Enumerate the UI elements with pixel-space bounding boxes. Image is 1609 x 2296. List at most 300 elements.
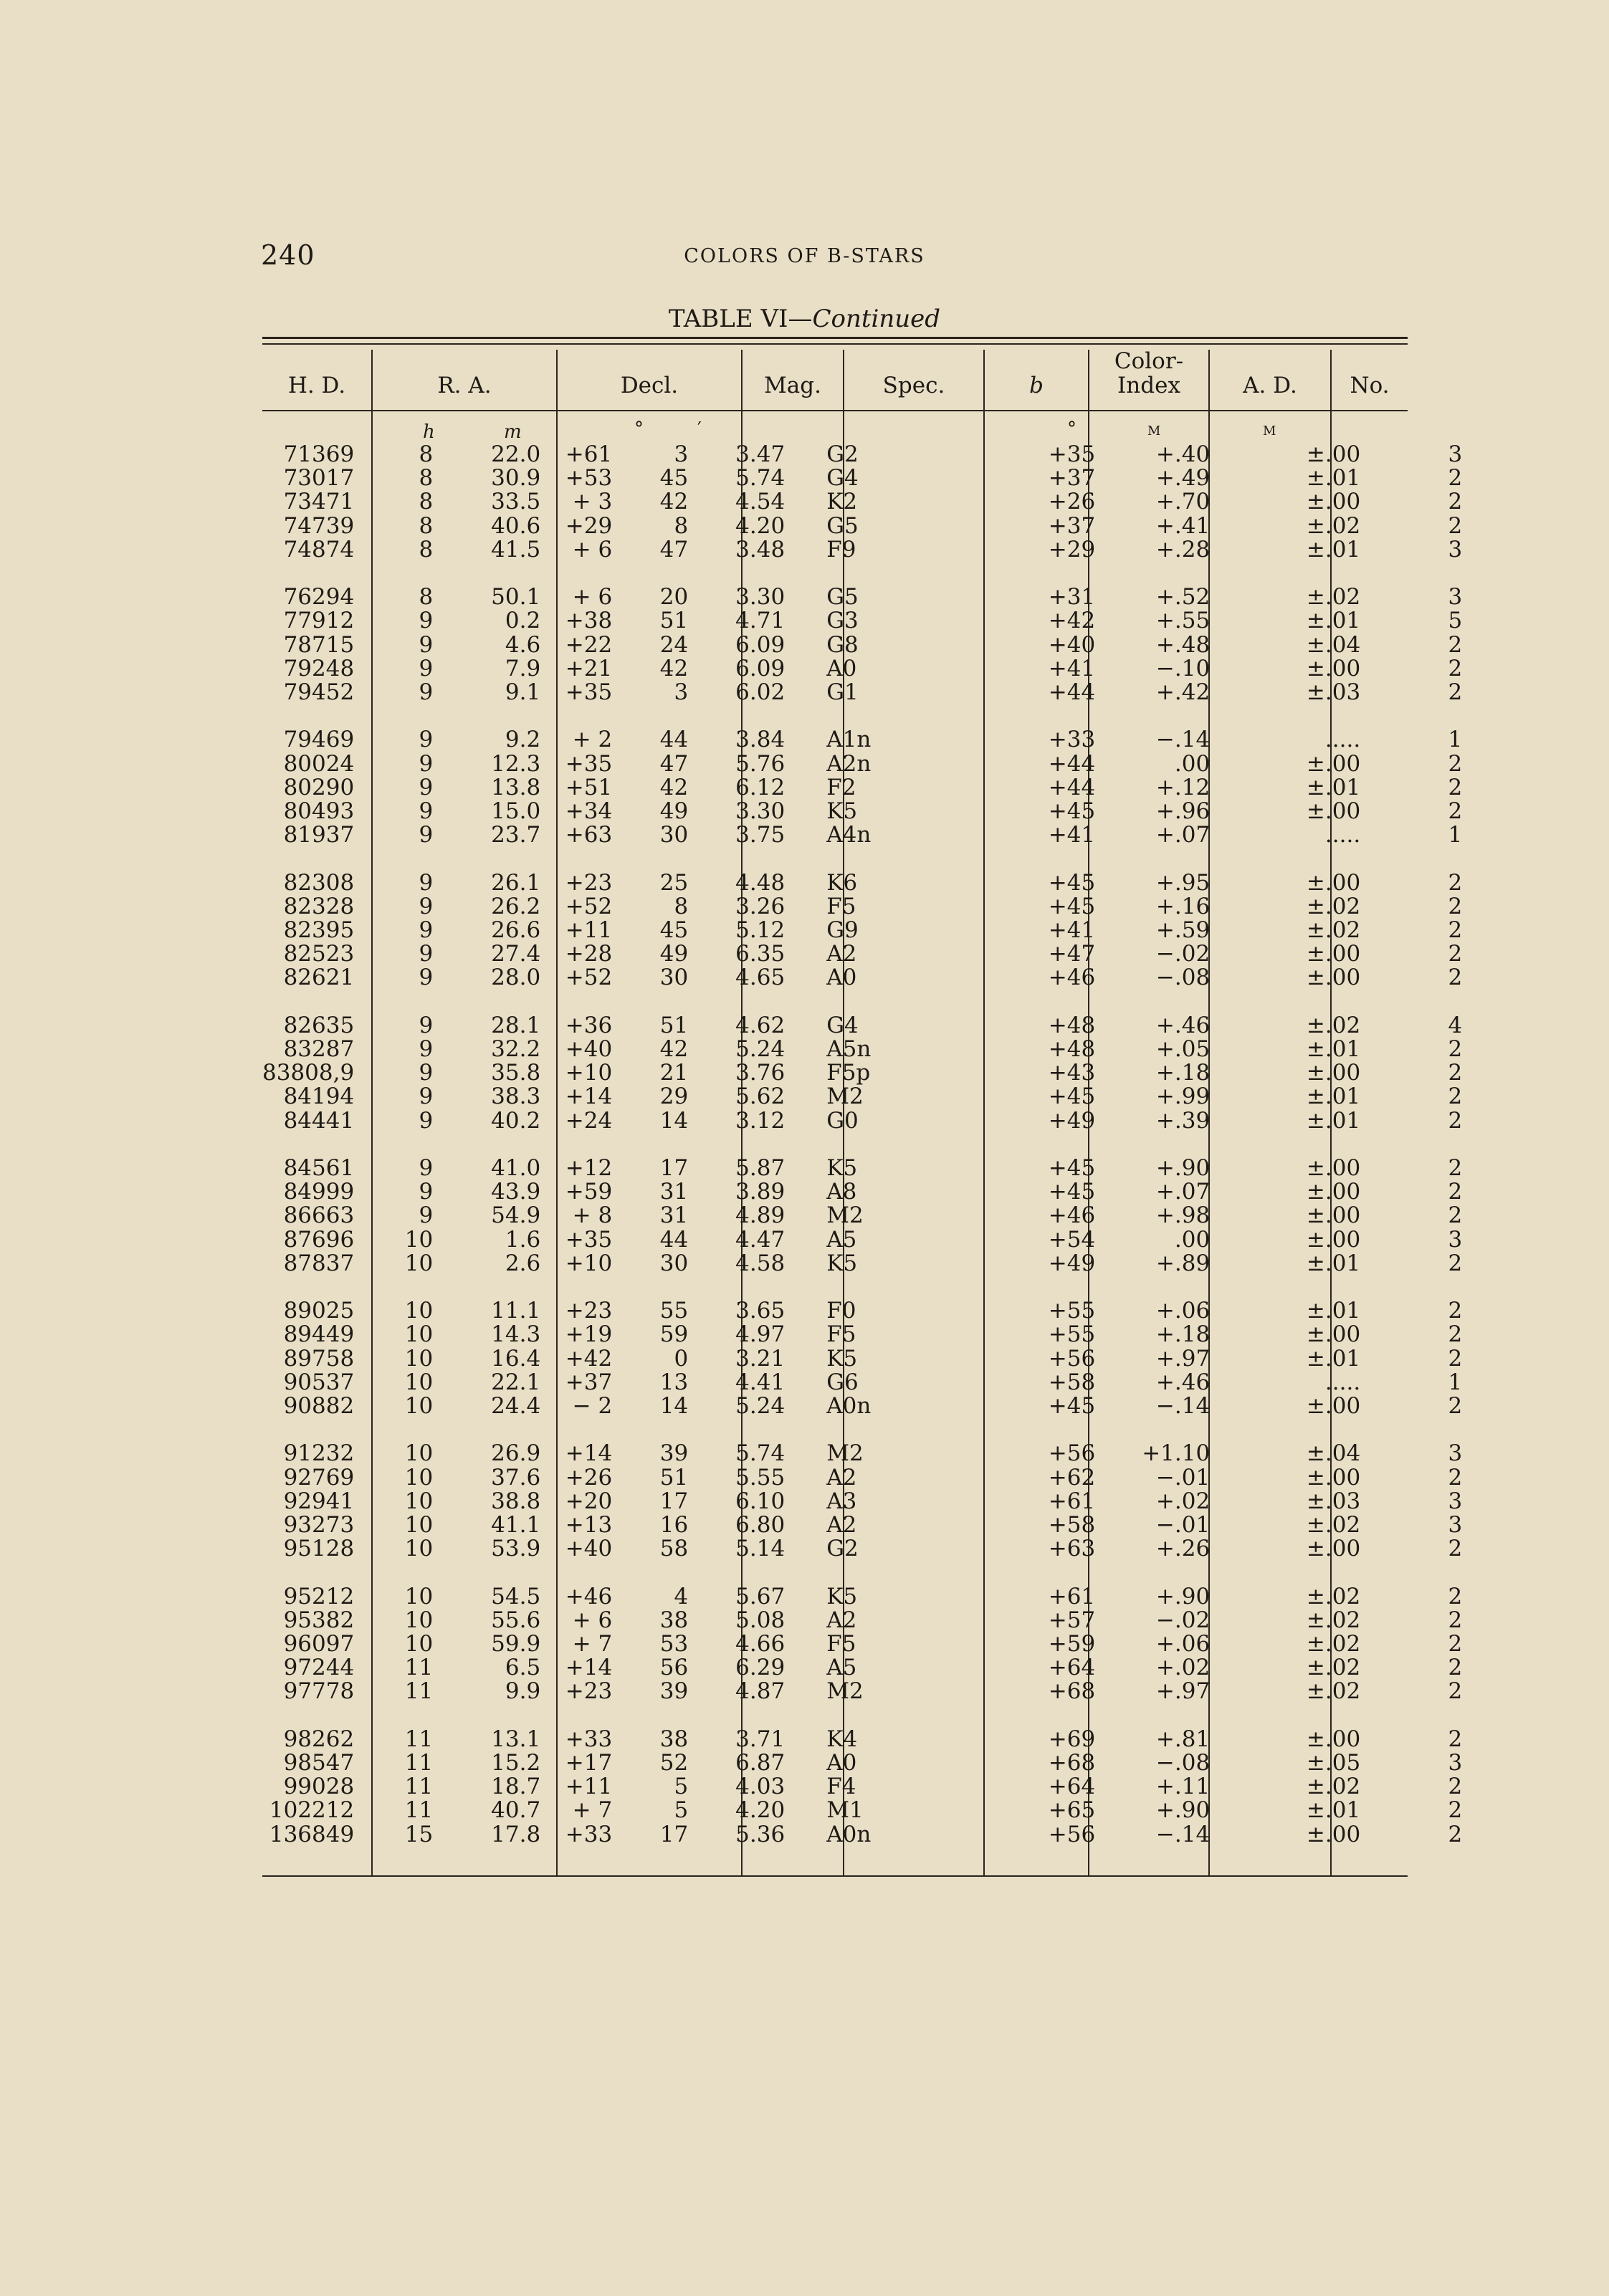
b-cell: +56 [1048, 1345, 1096, 1372]
ra-minutes-cell: 41.0 [491, 1155, 541, 1182]
mag-cell: 6.09 [735, 631, 786, 658]
b-cell: +55 [1048, 1321, 1096, 1348]
spacer-cell [262, 1276, 1462, 1299]
decl-minutes-cell: 25 [659, 869, 689, 896]
decl-minutes-cell: 14 [659, 1107, 689, 1134]
color-index-cell: +.40 [1155, 441, 1211, 467]
hd-cell: 97244 [283, 1655, 355, 1681]
ra-hours-cell: 11 [404, 1678, 434, 1705]
table-row [262, 467, 1462, 490]
table-row [262, 728, 1462, 752]
ra-hours-cell: 10 [404, 1440, 434, 1467]
b-cell: +45 [1048, 798, 1096, 825]
decl-minutes-cell: 39 [659, 1678, 689, 1705]
ad-cell: ±.00 [1306, 869, 1361, 896]
ra-minutes-cell: 50.1 [491, 584, 541, 611]
ra-hours-cell: 10 [404, 1345, 434, 1372]
mag-cell: 4.54 [735, 489, 786, 515]
spacer-cell [262, 704, 1462, 728]
table-row [262, 1609, 1462, 1632]
no-cell: 2 [1448, 1393, 1463, 1420]
decl-degrees-cell: + 7 [572, 1797, 613, 1824]
b-cell: +55 [1048, 1298, 1096, 1324]
table-row [262, 919, 1462, 942]
decl-degrees-cell: +61 [565, 441, 613, 467]
decl-minutes-cell: 3 [674, 679, 689, 706]
hd-cell: 87696 [283, 1226, 355, 1253]
b-cell: +65 [1048, 1797, 1096, 1824]
decl-minutes-cell: 44 [659, 727, 689, 753]
hd-cell: 136849 [269, 1821, 355, 1847]
decl-minutes-cell: 20 [659, 584, 689, 611]
decl-degrees-cell: +53 [565, 465, 613, 492]
hd-cell: 82523 [283, 941, 355, 967]
decl-degrees-cell: +14 [565, 1440, 613, 1467]
ad-cell: ±.02 [1306, 1512, 1361, 1539]
decl-degrees-cell: +51 [565, 774, 613, 800]
ra-hours-cell: 10 [404, 1393, 434, 1420]
no-cell: 2 [1448, 798, 1463, 825]
decl-minutes-cell: 17 [659, 1155, 689, 1182]
hd-cell: 96097 [283, 1631, 355, 1658]
hd-cell: 98547 [283, 1750, 355, 1776]
spacer-cell [262, 1704, 1462, 1728]
table-row [262, 490, 1462, 514]
decl-minutes-cell: 56 [659, 1655, 689, 1681]
ad-cell: ±.02 [1306, 1012, 1361, 1038]
mag-cell: 5.67 [735, 1583, 786, 1609]
ra-hours-cell: 8 [419, 512, 434, 539]
decl-degrees-cell: +37 [565, 1369, 613, 1395]
spec-cell: K5 [826, 1250, 858, 1276]
ad-cell: ±.02 [1306, 1655, 1361, 1681]
color-index-cell: +.97 [1155, 1345, 1211, 1372]
header-rule [262, 410, 1408, 411]
ra-minutes-cell: 9.1 [505, 679, 541, 706]
spec-cell: M1 [826, 1797, 864, 1824]
mag-cell: 5.36 [735, 1821, 786, 1847]
header-no: No. [1350, 373, 1390, 398]
no-cell: 2 [1448, 631, 1463, 658]
ra-minutes-cell: 15.2 [491, 1750, 541, 1776]
decl-degrees-cell: − 2 [572, 1393, 613, 1420]
ad-cell: ±.00 [1306, 1155, 1361, 1182]
ra-hours-cell: 9 [419, 1060, 434, 1086]
mag-cell: 3.76 [735, 1060, 786, 1086]
color-index-cell: +.28 [1155, 536, 1211, 563]
table-row [262, 752, 1462, 776]
ra-minutes-cell: 18.7 [491, 1774, 541, 1800]
decl-minutes-cell: 51 [659, 608, 689, 634]
table-row [262, 1751, 1462, 1775]
spec-cell: F5 [826, 1321, 856, 1348]
ra-minutes-cell: 22.1 [491, 1369, 541, 1395]
spec-cell: A5 [826, 1655, 857, 1681]
ra-hours-cell: 8 [419, 465, 434, 492]
b-cell: +63 [1048, 1536, 1096, 1562]
ra-hours-cell: 9 [419, 608, 434, 634]
mag-cell: 3.26 [735, 893, 786, 919]
hd-cell: 95382 [283, 1607, 355, 1633]
page-number: 240 [261, 239, 315, 271]
no-cell: 2 [1448, 965, 1463, 991]
spec-cell: G0 [826, 1107, 859, 1134]
decl-degrees-cell: +59 [565, 1179, 613, 1205]
unit-ci: M [1147, 424, 1161, 439]
hd-cell: 76294 [283, 584, 355, 611]
table-row [262, 1823, 1462, 1847]
b-cell: +49 [1048, 1107, 1096, 1134]
group-spacer [262, 990, 1462, 1014]
b-cell: +29 [1048, 536, 1096, 563]
ra-minutes-cell: 0.2 [505, 608, 541, 634]
header-hd: H. D. [287, 373, 346, 398]
no-cell: 3 [1448, 1440, 1463, 1467]
b-cell: +47 [1048, 941, 1096, 967]
mag-cell: 4.48 [735, 869, 786, 896]
table-row [262, 681, 1462, 704]
ad-cell: ±.00 [1306, 489, 1361, 515]
table-row [262, 443, 1462, 467]
decl-minutes-cell: 8 [674, 893, 689, 919]
header-spec: Spec. [882, 373, 945, 398]
ra-hours-cell: 8 [419, 536, 434, 563]
no-cell: 2 [1448, 1179, 1463, 1205]
ra-hours-cell: 9 [419, 965, 434, 991]
decl-minutes-cell: 16 [659, 1512, 689, 1539]
decl-degrees-cell: +17 [565, 1750, 613, 1776]
no-cell: 3 [1448, 536, 1463, 563]
no-cell: 2 [1448, 1060, 1463, 1086]
ra-hours-cell: 9 [419, 774, 434, 800]
table-row [262, 1585, 1462, 1609]
ra-minutes-cell: 43.9 [491, 1179, 541, 1205]
decl-minutes-cell: 47 [659, 536, 689, 563]
decl-minutes-cell: 42 [659, 1036, 689, 1063]
ad-cell: ±.01 [1306, 1298, 1361, 1324]
no-cell: 2 [1448, 465, 1463, 492]
spec-cell: A0n [826, 1393, 872, 1420]
ra-hours-cell: 8 [419, 584, 434, 611]
star-table [262, 443, 1462, 1847]
mag-cell: 4.03 [735, 1774, 786, 1800]
mag-cell: 3.47 [735, 441, 786, 467]
ad-cell: ±.00 [1306, 1464, 1361, 1491]
hd-cell: 79452 [283, 679, 355, 706]
ad-cell: ±.03 [1306, 679, 1361, 706]
header-ad: A. D. [1243, 373, 1297, 398]
mag-cell: 6.02 [735, 679, 786, 706]
mag-cell: 5.74 [735, 465, 786, 492]
table-row [262, 538, 1462, 562]
ad-cell: ±.01 [1306, 1250, 1361, 1276]
mag-cell: 6.12 [735, 774, 786, 800]
spec-cell: G4 [826, 1012, 859, 1038]
b-cell: +48 [1048, 1036, 1096, 1063]
table-row [262, 1395, 1462, 1418]
hd-cell: 84194 [283, 1084, 355, 1110]
ra-hours-cell: 9 [419, 1202, 434, 1229]
b-cell: +56 [1048, 1440, 1096, 1467]
ad-cell: ±.00 [1306, 1179, 1361, 1205]
decl-minutes-cell: 31 [659, 1179, 689, 1205]
ad-cell: ±.01 [1306, 536, 1361, 563]
b-cell: +33 [1048, 727, 1096, 753]
ad-cell: ±.00 [1306, 1321, 1361, 1348]
b-cell: +45 [1048, 893, 1096, 919]
hd-cell: 95212 [283, 1583, 355, 1609]
spec-cell: A0 [826, 655, 857, 681]
color-index-cell: +.18 [1155, 1060, 1211, 1086]
mag-cell: 4.20 [735, 1797, 786, 1824]
mag-cell: 5.12 [735, 917, 786, 944]
table-row [262, 1632, 1462, 1656]
color-index-cell: +1.10 [1142, 1440, 1211, 1467]
color-index-cell: +.49 [1155, 465, 1211, 492]
spacer-cell [262, 990, 1462, 1014]
decl-minutes-cell: 49 [659, 941, 689, 967]
ra-minutes-cell: 23.7 [491, 822, 541, 848]
table-row [262, 609, 1462, 633]
no-cell: 3 [1448, 1488, 1463, 1514]
color-index-cell: +.07 [1155, 1179, 1211, 1205]
color-index-cell: +.18 [1155, 1321, 1211, 1348]
ra-minutes-cell: 38.3 [491, 1084, 541, 1110]
table-row [262, 1371, 1462, 1395]
ad-cell: ±.02 [1306, 1631, 1361, 1658]
ra-hours-cell: 9 [419, 631, 434, 658]
mag-cell: 5.08 [735, 1607, 786, 1633]
b-cell: +45 [1048, 869, 1096, 896]
decl-minutes-cell: 42 [659, 655, 689, 681]
ra-minutes-cell: 41.5 [491, 536, 541, 563]
color-index-cell: +.46 [1155, 1369, 1211, 1395]
b-cell: +56 [1048, 1821, 1096, 1847]
unit-ad: M [1263, 424, 1276, 439]
no-cell: 2 [1448, 1797, 1463, 1824]
group-spacer [262, 1561, 1462, 1584]
ad-cell: ±.04 [1306, 1440, 1361, 1467]
hd-cell: 89025 [283, 1298, 355, 1324]
color-index-cell: +.95 [1155, 869, 1211, 896]
mag-cell: 3.12 [735, 1107, 786, 1134]
decl-degrees-cell: + 6 [572, 1607, 613, 1633]
decl-minutes-cell: 53 [659, 1631, 689, 1658]
b-cell: +61 [1048, 1583, 1096, 1609]
no-cell: 2 [1448, 679, 1463, 706]
color-index-cell: +.05 [1155, 1036, 1211, 1063]
b-cell: +59 [1048, 1631, 1096, 1658]
mag-cell: 4.71 [735, 608, 786, 634]
color-index-cell: −.02 [1155, 941, 1211, 967]
hd-cell: 84561 [283, 1155, 355, 1182]
ra-hours-cell: 10 [404, 1226, 434, 1253]
no-cell: 1 [1448, 822, 1463, 848]
group-spacer [262, 1133, 1462, 1157]
mag-cell: 3.75 [735, 822, 786, 848]
mag-cell: 5.87 [735, 1155, 786, 1182]
no-cell: 2 [1448, 1631, 1463, 1658]
mag-cell: 3.71 [735, 1726, 786, 1752]
unit-b-deg: ° [1067, 418, 1076, 440]
ra-hours-cell: 9 [419, 917, 434, 944]
table-row [262, 1442, 1462, 1465]
ad-cell: ±.04 [1306, 631, 1361, 658]
top-rule-1 [262, 337, 1408, 339]
ad-cell: ±.02 [1306, 1774, 1361, 1800]
mag-cell: 3.30 [735, 798, 786, 825]
ra-hours-cell: 10 [404, 1488, 434, 1514]
decl-minutes-cell: 30 [659, 965, 689, 991]
ad-cell: ±.02 [1306, 917, 1361, 944]
color-index-cell: +.52 [1155, 584, 1211, 611]
ra-hours-cell: 10 [404, 1631, 434, 1658]
no-cell: 2 [1448, 655, 1463, 681]
ra-hours-cell: 9 [419, 655, 434, 681]
ra-hours-cell: 9 [419, 822, 434, 848]
hd-cell: 89449 [283, 1321, 355, 1348]
color-index-cell: +.90 [1155, 1155, 1211, 1182]
mag-cell: 5.55 [735, 1464, 786, 1491]
ad-cell: ±.01 [1306, 465, 1361, 492]
table-row [262, 1157, 1462, 1180]
spec-cell: M2 [826, 1440, 864, 1467]
spec-cell: M2 [826, 1202, 864, 1229]
spec-cell: F2 [826, 774, 856, 800]
group-spacer [262, 1418, 1462, 1442]
decl-minutes-cell: 52 [659, 1750, 689, 1776]
table-row [262, 1204, 1462, 1228]
spec-cell: K5 [826, 1155, 858, 1182]
ad-cell: ..... [1324, 822, 1361, 848]
decl-degrees-cell: +20 [565, 1488, 613, 1514]
hd-cell: 87837 [283, 1250, 355, 1276]
ad-cell: ±.00 [1306, 1393, 1361, 1420]
ra-minutes-cell: 7.9 [505, 655, 541, 681]
no-cell: 2 [1448, 1607, 1463, 1633]
decl-minutes-cell: 59 [659, 1321, 689, 1348]
ra-hours-cell: 15 [404, 1821, 434, 1847]
decl-minutes-cell: 4 [674, 1583, 689, 1609]
ra-minutes-cell: 11.1 [491, 1298, 541, 1324]
decl-minutes-cell: 45 [659, 465, 689, 492]
spec-cell: G6 [826, 1369, 859, 1395]
spec-cell: A2 [826, 1607, 857, 1633]
spec-cell: K4 [826, 1726, 858, 1752]
mag-cell: 6.35 [735, 941, 786, 967]
ra-minutes-cell: 54.5 [491, 1583, 541, 1609]
no-cell: 2 [1448, 1036, 1463, 1063]
decl-minutes-cell: 39 [659, 1440, 689, 1467]
ra-hours-cell: 9 [419, 1179, 434, 1205]
mag-cell: 3.48 [735, 536, 786, 563]
hd-cell: 82635 [283, 1012, 355, 1038]
decl-degrees-cell: +19 [565, 1321, 613, 1348]
hd-cell: 77912 [283, 608, 355, 634]
unit-decl-deg: ° [634, 418, 644, 440]
ra-minutes-cell: 13.1 [491, 1726, 541, 1752]
unit-ra-h: h [423, 421, 435, 443]
ra-hours-cell: 9 [419, 1107, 434, 1134]
ra-minutes-cell: 12.3 [491, 750, 541, 777]
decl-degrees-cell: +10 [565, 1250, 613, 1276]
decl-degrees-cell: +52 [565, 893, 613, 919]
no-cell: 2 [1448, 512, 1463, 539]
decl-degrees-cell: +63 [565, 822, 613, 848]
table-row [262, 942, 1462, 966]
color-index-cell: +.16 [1155, 893, 1211, 919]
ad-cell: ±.00 [1306, 1202, 1361, 1229]
decl-degrees-cell: +21 [565, 655, 613, 681]
ra-minutes-cell: 37.6 [491, 1464, 541, 1491]
ra-hours-cell: 9 [419, 1155, 434, 1182]
table-row [262, 1299, 1462, 1323]
header-ra: R. A. [437, 373, 492, 398]
ad-cell: ±.02 [1306, 584, 1361, 611]
color-index-cell: +.96 [1155, 798, 1211, 825]
decl-degrees-cell: + 6 [572, 584, 613, 611]
ra-minutes-cell: 1.6 [505, 1226, 541, 1253]
no-cell: 3 [1448, 1226, 1463, 1253]
decl-degrees-cell: +11 [565, 917, 613, 944]
no-cell: 2 [1448, 1821, 1463, 1847]
no-cell: 2 [1448, 1726, 1463, 1752]
ad-cell: ±.00 [1306, 1821, 1361, 1847]
no-cell: 2 [1448, 1583, 1463, 1609]
mag-cell: 4.65 [735, 965, 786, 991]
mag-cell: 4.89 [735, 1202, 786, 1229]
header-color-index: Color- Index [1114, 348, 1184, 398]
no-cell: 1 [1448, 1369, 1463, 1395]
color-index-cell: +.11 [1155, 1774, 1211, 1800]
no-cell: 2 [1448, 941, 1463, 967]
ad-cell: ±.01 [1306, 1036, 1361, 1063]
table-row [262, 633, 1462, 657]
table-body [262, 443, 1462, 1847]
running-head: COLORS OF B-STARS [684, 245, 925, 267]
spec-cell: A0 [826, 965, 857, 991]
ad-cell: ±.00 [1306, 798, 1361, 825]
hd-cell: 80493 [283, 798, 355, 825]
ad-cell: ±.00 [1306, 965, 1361, 991]
color-index-cell: +.06 [1155, 1631, 1211, 1658]
hd-cell: 73017 [283, 465, 355, 492]
ad-cell: ±.01 [1306, 774, 1361, 800]
ra-hours-cell: 11 [404, 1797, 434, 1824]
ra-minutes-cell: 2.6 [505, 1250, 541, 1276]
b-cell: +44 [1048, 750, 1096, 777]
decl-minutes-cell: 51 [659, 1464, 689, 1491]
table-row [262, 1490, 1462, 1513]
hd-cell: 78715 [283, 631, 355, 658]
ra-hours-cell: 10 [404, 1512, 434, 1539]
ra-hours-cell: 10 [404, 1536, 434, 1562]
ad-cell: ±.01 [1306, 1797, 1361, 1824]
group-spacer [262, 1276, 1462, 1299]
spec-cell: F5 [826, 893, 856, 919]
decl-degrees-cell: +34 [565, 798, 613, 825]
ra-minutes-cell: 26.6 [491, 917, 541, 944]
spec-cell: F0 [826, 1298, 856, 1324]
b-cell: +45 [1048, 1179, 1096, 1205]
spacer-cell [262, 562, 1462, 585]
header-b: b [1029, 373, 1044, 398]
ra-hours-cell: 10 [404, 1250, 434, 1276]
mag-cell: 6.29 [735, 1655, 786, 1681]
no-cell: 2 [1448, 1536, 1463, 1562]
b-cell: +58 [1048, 1512, 1096, 1539]
b-cell: +58 [1048, 1369, 1096, 1395]
